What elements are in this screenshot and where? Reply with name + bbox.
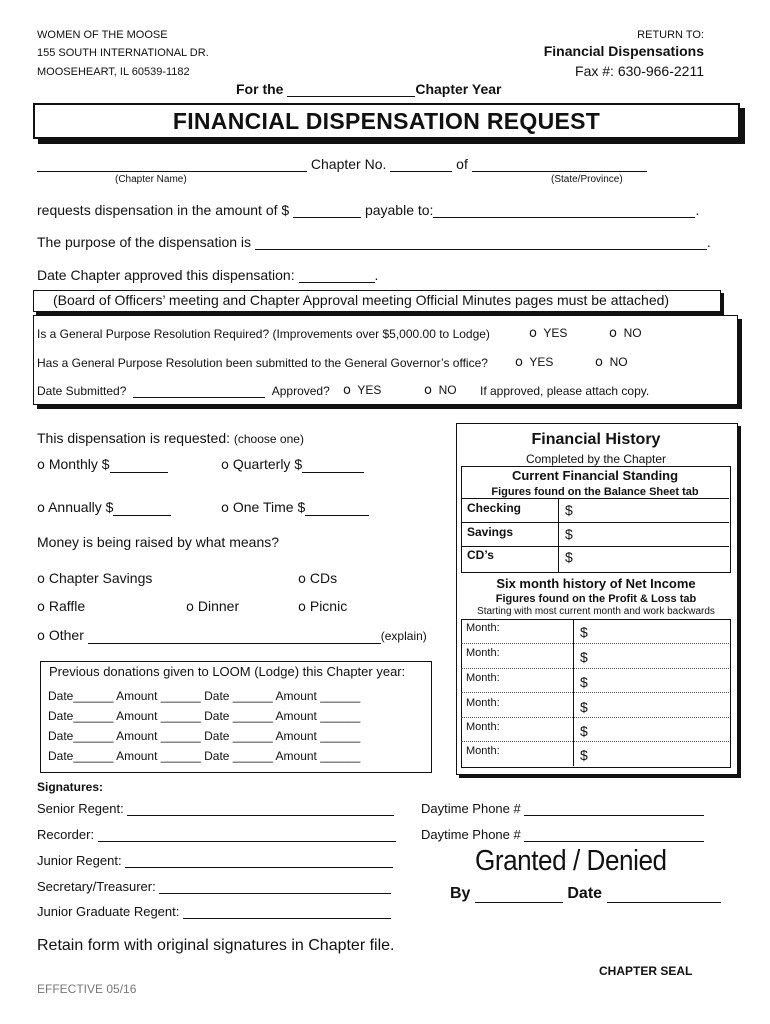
approved-date-field[interactable] [299,282,375,283]
graduate-regent-line: Junior Graduate Regent: [37,904,391,919]
cds-label: CD’s [467,548,494,562]
gpr2-yes-option[interactable]: o YES [515,355,554,370]
gpr1-no-option[interactable]: o NO [609,326,642,341]
junior-regent-line: Junior Regent: [37,853,393,868]
phone-field-1[interactable] [524,815,704,816]
org-address-2: MOOSEHEART, IL 60539-1182 [37,66,190,78]
radio-circle-icon: o [37,572,45,587]
org-address-1: 155 SOUTH INTERNATIONAL DR. [37,47,209,59]
purpose-field[interactable] [255,249,707,250]
radio-circle-icon: o [343,383,351,398]
phone-line-1: Daytime Phone # [421,801,704,816]
org-name: WOMEN OF THE MOOSE [37,29,168,41]
gpr-question-1: Is a General Purpose Resolution Required? (Improvements over $5,000.00 to Lodge) [37,327,490,341]
approved-no-option[interactable]: o NO [424,383,457,398]
month-value[interactable]: $ [580,723,588,739]
approved-yes-option[interactable]: o YES [343,383,382,398]
balance-sheet-note: Figures found on the Balance Sheet tab [491,486,699,498]
cds-value[interactable]: $ [565,549,573,565]
date-submitted-line: Date Submitted? Approved? [37,384,330,398]
secretary-line: Secretary/Treasurer: [37,879,391,894]
recorder-signature[interactable] [98,841,396,842]
junior-regent-signature[interactable] [125,867,393,868]
radio-circle-icon: o [37,458,45,473]
month-label: Month: [466,721,500,733]
quarterly-option[interactable]: o Quarterly $ [221,456,364,473]
savings-option[interactable]: o Chapter Savings [37,570,153,587]
radio-circle-icon: o [186,600,194,615]
payable-field[interactable] [433,217,695,218]
donation-row[interactable]: Date______ Amount ______ Date ______ Amount ______ [48,749,361,763]
radio-circle-icon: o [515,355,523,370]
radio-circle-icon: o [609,326,617,341]
senior-regent-signature[interactable] [127,815,394,816]
phone-field-2[interactable] [524,841,704,842]
amount-field[interactable] [293,217,361,218]
savings-label: Savings [467,525,514,539]
form-title-box [33,103,740,139]
gpr2-no-option[interactable]: o NO [595,355,628,370]
retain-note: Retain form with original signatures in Chapter file. [37,937,395,954]
secretary-signature[interactable] [159,893,391,894]
state-field[interactable] [472,171,647,172]
month-label: Month: [466,697,500,709]
effective-date: EFFECTIVE 05/16 [37,982,137,996]
financial-history-title: Financial History [531,431,661,448]
savings-value[interactable]: $ [565,526,573,542]
pl-note: Figures found on the Profit & Loss tab [495,593,697,605]
signatures-heading: Signatures: [37,780,104,794]
radio-circle-icon: o [298,572,306,587]
radio-circle-icon: o [221,458,229,473]
phone-line-2: Daytime Phone # [421,827,704,842]
date-submitted-field[interactable] [133,397,265,398]
donation-row[interactable]: Date______ Amount ______ Date ______ Amount ______ [48,709,361,723]
means-label: Money is being raised by what means? [37,534,280,550]
dept-name: Financial Dispensations [543,43,704,59]
date-field[interactable] [607,902,721,903]
month-label: Month: [466,745,500,757]
month-value[interactable]: $ [580,624,588,640]
month-label: Month: [466,647,500,659]
senior-regent-line: Senior Regent: [37,801,394,816]
radio-circle-icon: o [37,629,45,644]
month-value[interactable]: $ [580,649,588,665]
purpose-line: The purpose of the dispensation is . [37,234,711,250]
radio-circle-icon: o [37,600,45,615]
current-standing-title: Current Financial Standing [511,468,679,483]
month-value[interactable]: $ [580,699,588,715]
return-to-label: RETURN TO: [637,29,704,41]
six-month-title: Six month history of Net Income [496,576,696,591]
chapter-year-line: For the Chapter Year [236,81,502,97]
attach-note: If approved, please attach copy. [480,384,650,398]
granted-denied: Granted / Denied [475,845,667,877]
approved-line: Date Chapter approved this dispensation: . [37,267,379,283]
radio-circle-icon: o [424,383,432,398]
fax-number: Fax #: 630-966-2211 [575,63,704,79]
graduate-regent-signature[interactable] [183,918,391,919]
radio-circle-icon: o [221,501,229,516]
donation-row[interactable]: Date______ Amount ______ Date ______ Amount ______ [48,729,361,743]
by-date-line: By Date [450,885,721,903]
checking-value[interactable]: $ [565,502,573,518]
form-title: FINANCIAL DISPENSATION REQUEST [172,108,601,134]
donation-row[interactable]: Date______ Amount ______ Date ______ Amount ______ [48,689,361,703]
chapter-line: Chapter No. of [37,156,647,172]
month-value[interactable]: $ [580,674,588,690]
cds-option[interactable]: o CDs [298,570,338,587]
month-label: Month: [466,672,500,684]
chapter-no-field[interactable] [390,171,452,172]
month-value[interactable]: $ [580,747,588,763]
chapter-seal-label: CHAPTER SEAL [599,964,693,978]
gpr-question-2: Has a General Purpose Resolution been submitted to the General Governor’s office? [37,356,488,370]
radio-circle-icon: o [595,355,603,370]
dinner-option[interactable]: o Dinner [186,598,240,615]
chapter-name-field[interactable] [37,171,307,172]
amount-line: requests dispensation in the amount of $ payable to: . [37,202,700,218]
picnic-option[interactable]: o Picnic [298,598,348,615]
other-option[interactable]: o Other (explain) [37,627,427,644]
minutes-note: (Board of Officers’ meeting and Chapter Approval meeting Official Minutes pages must be attached) [53,292,670,308]
annually-option[interactable]: o Annually $ [37,499,171,516]
previous-donations-title: Previous donations given to LOOM (Lodge) this Chapter year: [49,664,406,679]
radio-circle-icon: o [298,600,306,615]
state-caption: (State/Province) [551,174,623,185]
frequency-label: This dispensation is requested: (choose one) [37,430,304,446]
monthly-option[interactable]: o Monthly $ [37,456,168,473]
recorder-line: Recorder: [37,827,396,842]
chapter-name-caption: (Chapter Name) [115,174,187,185]
one-time-option[interactable]: o One Time $ [221,499,369,516]
month-label: Month: [466,622,500,634]
completed-note: Completed by the Chapter [525,452,667,466]
by-field[interactable] [475,902,563,903]
radio-circle-icon: o [37,501,45,516]
start-note: Starting with most current month and work backwards [477,606,715,617]
checking-label: Checking [467,501,522,515]
radio-circle-icon: o [529,326,537,341]
raffle-option[interactable]: o Raffle [37,598,86,615]
gpr1-yes-option[interactable]: o YES [529,326,568,341]
